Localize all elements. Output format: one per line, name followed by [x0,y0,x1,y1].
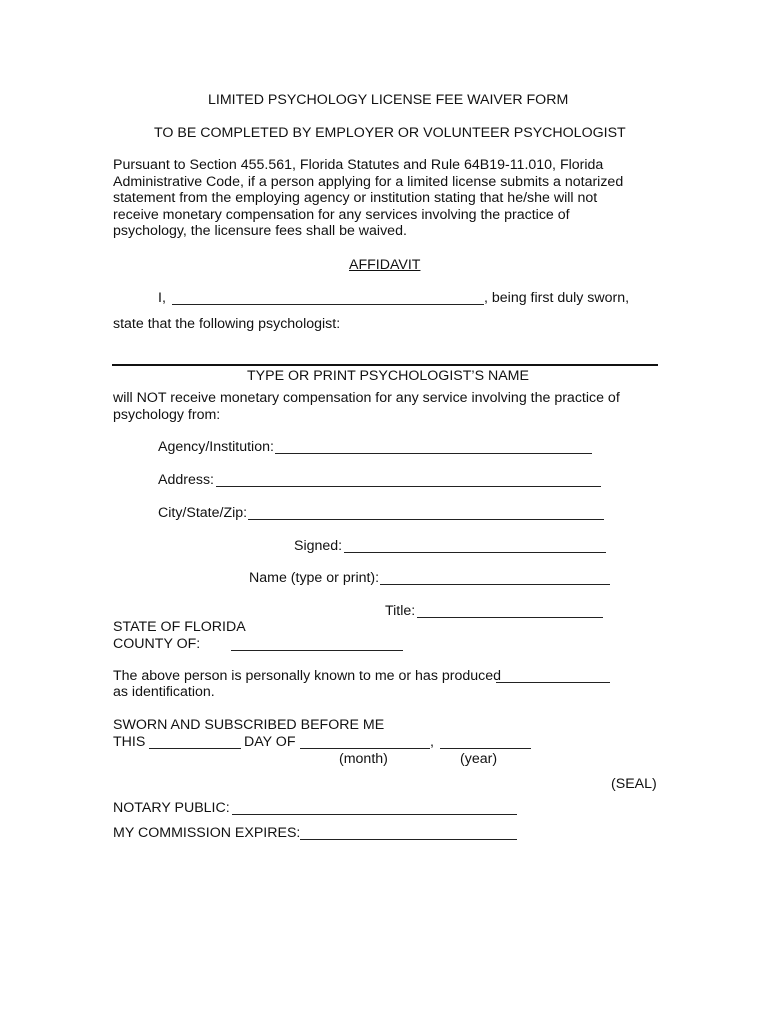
form-subtitle: TO BE COMPLETED BY EMPLOYER OR VOLUNTEER PSYCHOLOGIST [154,125,626,141]
title-field[interactable] [417,617,603,618]
affidavit-heading: AFFIDAVIT [349,257,421,273]
city-field[interactable] [248,519,604,520]
date-comma: , [430,734,434,750]
seal-label: (SEAL) [611,776,657,792]
known-text: The above person is personally known to me or has produced [113,668,502,684]
county-label: COUNTY OF: [113,636,201,652]
state-line: state that the following psychologist: [113,316,341,332]
sworn-prefix: I, [158,290,166,306]
psychologist-name-field[interactable] [112,364,658,366]
identification-text: as identification. [113,684,215,700]
address-label: Address: [158,472,214,488]
name-label: Name (type or print): [249,570,380,586]
county-field[interactable] [231,650,403,651]
day-field[interactable] [149,748,241,749]
notary-label: NOTARY PUBLIC: [113,800,230,816]
affiant-name-field[interactable] [172,304,484,305]
not-receive-text: will NOT receive monetary compensation for any service involving the practice of psychology from: [113,390,620,423]
notary-field[interactable] [232,814,517,815]
address-field[interactable] [216,486,601,487]
day-of-label: DAY OF [244,734,296,750]
city-label: City/State/Zip: [158,505,248,521]
agency-label: Agency/Institution: [158,439,274,455]
year-label: (year) [460,751,498,767]
sworn-suffix: , being first duly sworn, [484,290,630,306]
form-title: LIMITED PSYCHOLOGY LICENSE FEE WAIVER FORM [208,92,569,108]
commission-label: MY COMMISSION EXPIRES: [113,825,301,841]
agency-field[interactable] [275,453,592,454]
year-field[interactable] [440,748,531,749]
psychologist-name-label: TYPE OR PRINT PSYCHOLOGIST’S NAME [247,368,529,384]
sworn-subscribed: SWORN AND SUBSCRIBED BEFORE ME [113,717,385,733]
state-of-florida: STATE OF FLORIDA [113,619,246,635]
signed-label: Signed: [294,538,343,554]
identification-field[interactable] [496,682,610,683]
title-label: Title: [385,603,416,619]
month-field[interactable] [300,748,430,749]
this-label: THIS [113,734,146,750]
name-field[interactable] [380,584,610,585]
signed-field[interactable] [344,552,606,553]
commission-field[interactable] [300,839,517,840]
month-label: (month) [339,751,388,767]
intro-paragraph: Pursuant to Section 455.561, Florida Statutes and Rule 64B19-11.010, Florida Administrative Code, if a person applying for a limited license submits a notarized statement from the employing agency or institution stating that he/she will not receive monetary compensation for any services involving the practice of psychology, the licensure fees shall be waived. [113,157,624,240]
